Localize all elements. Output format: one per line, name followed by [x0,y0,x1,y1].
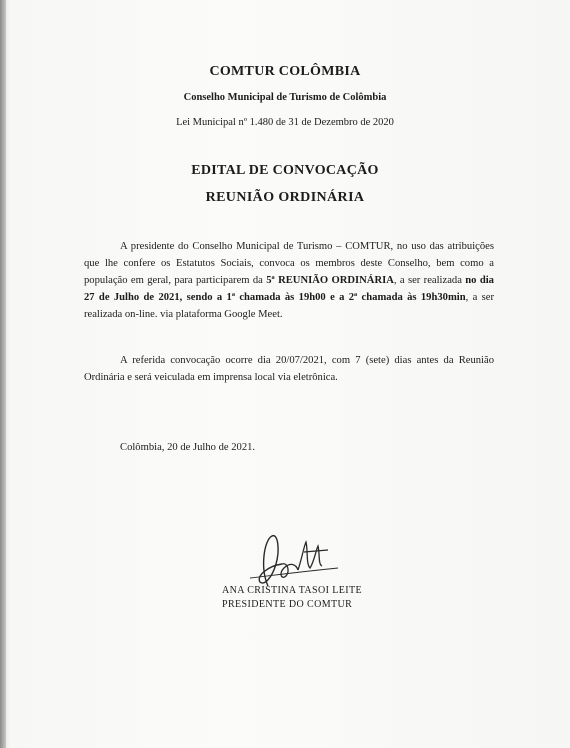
meeting-name: 5ª REUNIÃO ORDINÁRIA [266,275,394,286]
paragraph1-text-b: , a ser realizada [393,275,466,286]
document-subtitle: REUNIÃO ORDINÁRIA [205,190,365,205]
notice-paragraph [84,352,494,386]
page-fold-shadow [0,0,6,748]
signer-role: PRESIDENTE DO COMTUR [222,599,353,610]
date-line: Colômbia, 20 de Julho de 2021. [120,442,256,453]
document-title: EDITAL DE CONVOCAÇÃO [191,163,379,178]
law-reference: Lei Municipal nº 1.480 de 31 de Dezembro de 2020 [176,117,394,128]
meeting-datetime: no dia 27 de Julho de 2021, sendo a 1ª chamada às 19h00 e a 2ª chamada às 19h30min [84,275,494,303]
paragraph1-text-c: , a ser realizada on-line. via plataforma Google Meet. [84,292,494,320]
council-name: Conselho Municipal de Turismo de Colômbia [183,92,387,103]
paragraph2-text: A referida convocação ocorre dia 20/07/2021, com 7 (sete) dias antes da Reunião Ordinária e será veiculada em imprensa local via eletrônica. [84,355,494,383]
paragraph1-text-a: A presidente do Conselho Municipal de Turismo – COMTUR, no uso das atribuições que lhe confere os Estatutos Sociais, convoca os membros deste Conselho, bem como a população em geral, para participarem da [84,241,494,286]
signer-name: ANA CRISTINA TASOI LEITE [222,585,363,596]
org-name: COMTUR COLÔMBIA [209,64,361,79]
convocation-paragraph [84,238,494,323]
